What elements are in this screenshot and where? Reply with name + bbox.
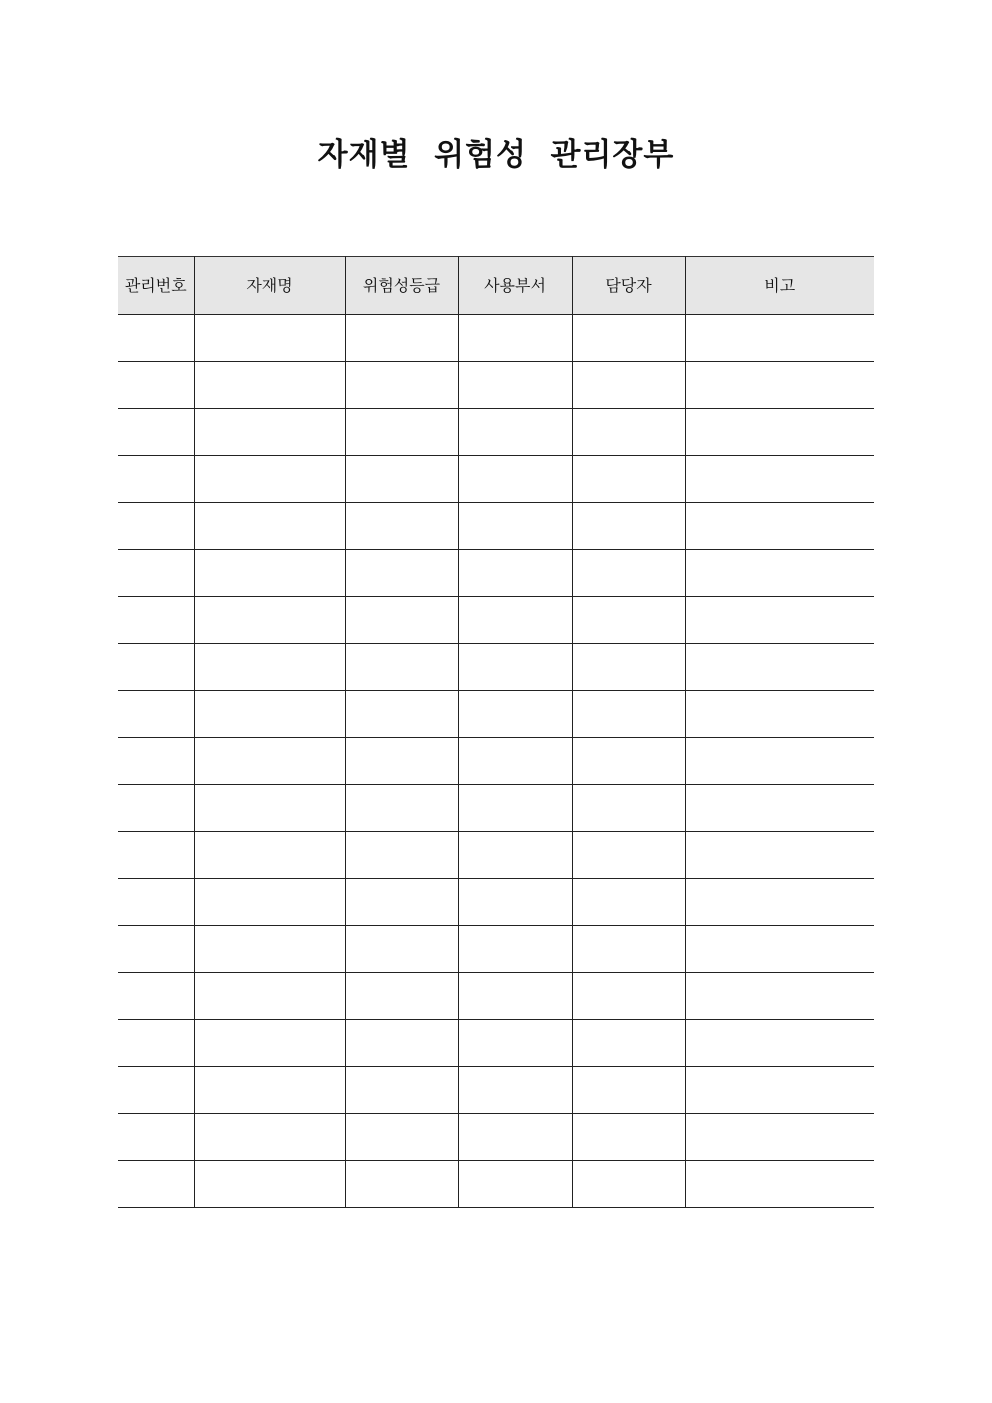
table-row: [118, 456, 874, 503]
table-row: [118, 315, 874, 362]
cell-management-number[interactable]: [118, 973, 194, 1020]
table-row: [118, 362, 874, 409]
cell-material-name[interactable]: [194, 456, 345, 503]
cell-using-department[interactable]: [458, 315, 572, 362]
cell-person-in-charge[interactable]: [572, 691, 685, 738]
table-row: [118, 879, 874, 926]
cell-management-number[interactable]: [118, 1161, 194, 1208]
cell-person-in-charge[interactable]: [572, 456, 685, 503]
cell-material-name[interactable]: [194, 832, 345, 879]
table-header-row: [118, 257, 874, 315]
table-row: [118, 738, 874, 785]
cell-person-in-charge[interactable]: [572, 785, 685, 832]
cell-person-in-charge[interactable]: [572, 832, 685, 879]
cell-remarks[interactable]: [685, 503, 874, 550]
cell-management-number[interactable]: [118, 456, 194, 503]
cell-management-number[interactable]: [118, 1114, 194, 1161]
cell-material-name[interactable]: [194, 1067, 345, 1114]
cell-risk-grade[interactable]: [345, 644, 458, 691]
cell-material-name[interactable]: [194, 691, 345, 738]
cell-using-department[interactable]: [458, 409, 572, 456]
cell-risk-grade[interactable]: [345, 879, 458, 926]
cell-person-in-charge[interactable]: [572, 550, 685, 597]
cell-risk-grade[interactable]: [345, 456, 458, 503]
cell-using-department[interactable]: [458, 738, 572, 785]
cell-remarks[interactable]: [685, 879, 874, 926]
cell-material-name[interactable]: [194, 315, 345, 362]
table-row: [118, 597, 874, 644]
header-using-department: 사용부서: [458, 257, 572, 315]
header-person-in-charge: 담당자: [572, 257, 685, 315]
cell-using-department[interactable]: [458, 785, 572, 832]
cell-risk-grade[interactable]: [345, 362, 458, 409]
cell-using-department[interactable]: [458, 456, 572, 503]
table-row: [118, 1161, 874, 1208]
document-title: 자재별 위험성 관리장부: [317, 137, 675, 173]
table-row: [118, 832, 874, 879]
cell-remarks[interactable]: [685, 1161, 874, 1208]
cell-using-department[interactable]: [458, 644, 572, 691]
cell-management-number[interactable]: [118, 879, 194, 926]
cell-management-number[interactable]: [118, 550, 194, 597]
cell-remarks[interactable]: [685, 550, 874, 597]
cell-management-number[interactable]: [118, 362, 194, 409]
cell-management-number[interactable]: [118, 1020, 194, 1067]
cell-material-name[interactable]: [194, 597, 345, 644]
cell-using-department[interactable]: [458, 691, 572, 738]
cell-risk-grade[interactable]: [345, 973, 458, 1020]
cell-material-name[interactable]: [194, 503, 345, 550]
cell-management-number[interactable]: [118, 409, 194, 456]
cell-remarks[interactable]: [685, 1020, 874, 1067]
cell-risk-grade[interactable]: [345, 1114, 458, 1161]
cell-using-department[interactable]: [458, 597, 572, 644]
cell-material-name[interactable]: [194, 785, 345, 832]
cell-person-in-charge[interactable]: [572, 1161, 685, 1208]
cell-person-in-charge[interactable]: [572, 503, 685, 550]
management-ledger-table: [118, 256, 874, 1208]
cell-risk-grade[interactable]: [345, 691, 458, 738]
cell-person-in-charge[interactable]: [572, 362, 685, 409]
cell-risk-grade[interactable]: [345, 597, 458, 644]
cell-risk-grade[interactable]: [345, 738, 458, 785]
cell-management-number[interactable]: [118, 503, 194, 550]
cell-management-number[interactable]: [118, 785, 194, 832]
cell-remarks[interactable]: [685, 315, 874, 362]
cell-remarks[interactable]: [685, 832, 874, 879]
cell-material-name[interactable]: [194, 738, 345, 785]
cell-material-name[interactable]: [194, 644, 345, 691]
cell-using-department[interactable]: [458, 362, 572, 409]
cell-remarks[interactable]: [685, 409, 874, 456]
cell-management-number[interactable]: [118, 644, 194, 691]
table-row: [118, 785, 874, 832]
cell-remarks[interactable]: [685, 738, 874, 785]
cell-risk-grade[interactable]: [345, 1161, 458, 1208]
cell-using-department[interactable]: [458, 832, 572, 879]
table-row: [118, 1020, 874, 1067]
cell-management-number[interactable]: [118, 1067, 194, 1114]
cell-material-name[interactable]: [194, 550, 345, 597]
table-row: [118, 1067, 874, 1114]
cell-using-department[interactable]: [458, 1161, 572, 1208]
cell-risk-grade[interactable]: [345, 1067, 458, 1114]
table-row: [118, 973, 874, 1020]
cell-management-number[interactable]: [118, 315, 194, 362]
cell-person-in-charge[interactable]: [572, 1067, 685, 1114]
cell-using-department[interactable]: [458, 973, 572, 1020]
table-row: [118, 644, 874, 691]
cell-material-name[interactable]: [194, 973, 345, 1020]
cell-risk-grade[interactable]: [345, 926, 458, 973]
cell-remarks[interactable]: [685, 1114, 874, 1161]
cell-material-name[interactable]: [194, 362, 345, 409]
cell-risk-grade[interactable]: [345, 1020, 458, 1067]
header-material-name: 자재명: [194, 257, 345, 315]
table-row: [118, 691, 874, 738]
cell-remarks[interactable]: [685, 926, 874, 973]
cell-risk-grade[interactable]: [345, 503, 458, 550]
cell-management-number[interactable]: [118, 691, 194, 738]
cell-person-in-charge[interactable]: [572, 973, 685, 1020]
cell-person-in-charge[interactable]: [572, 738, 685, 785]
cell-risk-grade[interactable]: [345, 315, 458, 362]
header-risk-grade: 위험성등급: [345, 257, 458, 315]
cell-using-department[interactable]: [458, 879, 572, 926]
cell-person-in-charge[interactable]: [572, 879, 685, 926]
cell-management-number[interactable]: [118, 832, 194, 879]
cell-risk-grade[interactable]: [345, 550, 458, 597]
cell-remarks[interactable]: [685, 1067, 874, 1114]
cell-remarks[interactable]: [685, 973, 874, 1020]
cell-using-department[interactable]: [458, 503, 572, 550]
cell-using-department[interactable]: [458, 1067, 572, 1114]
cell-risk-grade[interactable]: [345, 409, 458, 456]
cell-person-in-charge[interactable]: [572, 644, 685, 691]
header-remarks: 비고: [685, 257, 874, 315]
cell-remarks[interactable]: [685, 597, 874, 644]
cell-person-in-charge[interactable]: [572, 315, 685, 362]
cell-risk-grade[interactable]: [345, 832, 458, 879]
header-management-number: 관리번호: [118, 257, 194, 315]
table-row: [118, 926, 874, 973]
cell-material-name[interactable]: [194, 1114, 345, 1161]
cell-remarks[interactable]: [685, 785, 874, 832]
cell-person-in-charge[interactable]: [572, 1114, 685, 1161]
cell-remarks[interactable]: [685, 644, 874, 691]
cell-person-in-charge[interactable]: [572, 409, 685, 456]
cell-remarks[interactable]: [685, 691, 874, 738]
cell-management-number[interactable]: [118, 597, 194, 644]
cell-using-department[interactable]: [458, 1020, 572, 1067]
cell-material-name[interactable]: [194, 1020, 345, 1067]
cell-using-department[interactable]: [458, 1114, 572, 1161]
cell-material-name[interactable]: [194, 926, 345, 973]
cell-risk-grade[interactable]: [345, 785, 458, 832]
cell-material-name[interactable]: [194, 1161, 345, 1208]
cell-management-number[interactable]: [118, 738, 194, 785]
cell-material-name[interactable]: [194, 409, 345, 456]
cell-management-number[interactable]: [118, 926, 194, 973]
cell-remarks[interactable]: [685, 456, 874, 503]
cell-person-in-charge[interactable]: [572, 926, 685, 973]
table-row: [118, 503, 874, 550]
cell-using-department[interactable]: [458, 550, 572, 597]
table-row: [118, 1114, 874, 1161]
table-row: [118, 550, 874, 597]
cell-person-in-charge[interactable]: [572, 1020, 685, 1067]
table-row: [118, 409, 874, 456]
cell-remarks[interactable]: [685, 362, 874, 409]
cell-material-name[interactable]: [194, 879, 345, 926]
cell-using-department[interactable]: [458, 926, 572, 973]
cell-person-in-charge[interactable]: [572, 597, 685, 644]
